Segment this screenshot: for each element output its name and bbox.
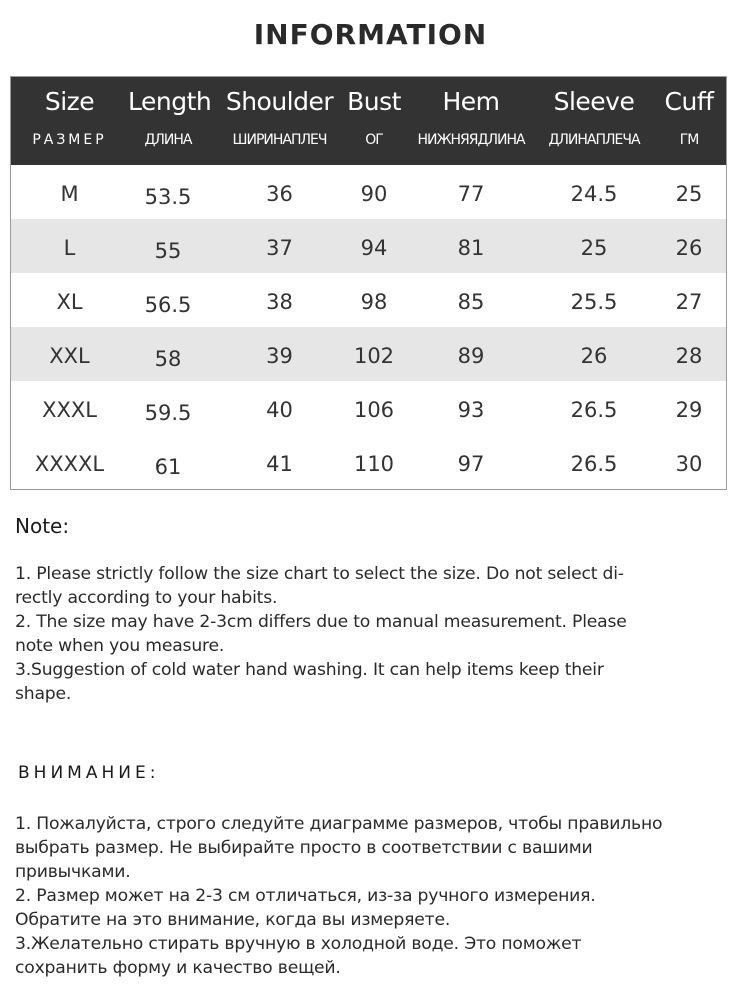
note-line: 3.Suggestion of cold water hand washing. It can help items keep their xyxy=(15,660,604,680)
note-line: note when you measure. xyxy=(15,636,225,656)
header-hem xyxy=(411,77,531,165)
header-shoulder xyxy=(223,77,336,165)
cuff-cell: 30 xyxy=(675,452,703,476)
table-row xyxy=(11,219,726,273)
header-label-ru: РАЗМЕР xyxy=(32,132,107,148)
table-row xyxy=(11,381,726,435)
cuff-cell: 26 xyxy=(675,236,703,260)
table-row xyxy=(11,273,726,327)
length-cell: 53.5 xyxy=(144,185,192,209)
shoulder-cell: 40 xyxy=(266,398,293,422)
sleeve-cell: 25 xyxy=(580,236,608,260)
hem-cell: 93 xyxy=(457,398,485,422)
hem-cell: 89 xyxy=(457,344,485,368)
header-sleeve xyxy=(543,77,645,165)
length-cell: 55 xyxy=(154,239,182,263)
length-cell: 61 xyxy=(154,455,182,479)
sleeve-cell: 26.5 xyxy=(570,452,618,476)
header-cuff xyxy=(652,77,726,165)
bust-cell: 102 xyxy=(353,344,395,368)
header-label-ru: ГМ xyxy=(679,132,699,148)
note-line: 2. The size may have 2-3cm differs due to manual measurement. Please xyxy=(15,612,627,632)
note-line-ru: 3.Желательно стирать вручную в холодной воде. Это поможет xyxy=(15,934,582,954)
note-line: rectly according to your habits. xyxy=(15,588,278,608)
note-heading-ru: ВНИМАНИЕ: xyxy=(18,763,160,783)
cuff-cell: 29 xyxy=(675,398,703,422)
header-label-ru: ШИРИНАПЛЕЧ xyxy=(232,132,327,148)
header-label-en: Size xyxy=(44,87,95,116)
size-cell: M xyxy=(60,182,79,206)
hem-cell: 77 xyxy=(457,182,485,206)
note-line-ru: 1. Пожалуйста, строго следуйте диаграмме размеров, чтобы правильно xyxy=(15,814,663,834)
note-line: shape. xyxy=(15,684,72,704)
cuff-cell: 28 xyxy=(675,344,703,368)
table-row xyxy=(11,165,726,219)
size-cell: XXL xyxy=(49,344,90,368)
shoulder-cell: 41 xyxy=(266,452,293,476)
hem-cell: 81 xyxy=(457,236,485,260)
sleeve-cell: 24.5 xyxy=(570,182,618,206)
header-size xyxy=(11,77,128,165)
length-cell: 58 xyxy=(154,347,182,371)
header-label-en: Sleeve xyxy=(553,87,635,116)
sleeve-cell: 26.5 xyxy=(570,398,618,422)
shoulder-cell: 38 xyxy=(266,290,293,314)
size-chart-table xyxy=(10,76,727,490)
note-heading: Note: xyxy=(15,514,70,538)
shoulder-cell: 39 xyxy=(266,344,293,368)
sleeve-cell: 26 xyxy=(580,344,608,368)
size-cell: L xyxy=(63,236,76,260)
table-header xyxy=(11,77,726,165)
cuff-cell: 27 xyxy=(675,290,703,314)
length-cell: 56.5 xyxy=(144,293,192,317)
length-cell: 59.5 xyxy=(144,401,192,425)
size-cell: XXXL xyxy=(42,398,97,422)
note-line-ru: 2. Размер может на 2-3 см отличаться, из-за ручного измерения. xyxy=(15,886,596,906)
header-length xyxy=(128,77,212,165)
header-bust xyxy=(337,77,411,165)
hem-cell: 97 xyxy=(457,452,485,476)
header-label-en: Cuff xyxy=(664,87,714,116)
note-line: 1. Please strictly follow the size chart to select the size. Do not select di- xyxy=(15,564,624,584)
header-label-ru: ДЛИНАПЛЕЧА xyxy=(548,132,640,148)
bust-cell: 90 xyxy=(360,182,388,206)
header-label-en: Bust xyxy=(347,87,401,116)
header-label-ru: ОГ xyxy=(365,132,383,148)
note-line-ru: выбрать размер. Не выбирайте просто в соответствии с вашими xyxy=(15,838,593,858)
header-label-en: Hem xyxy=(442,87,500,116)
table-row xyxy=(11,327,726,381)
header-label-en: Shoulder xyxy=(225,87,334,116)
table-row xyxy=(11,435,726,489)
bust-cell: 98 xyxy=(360,290,388,314)
header-label-ru: ДЛИНА xyxy=(144,132,192,148)
bust-cell: 106 xyxy=(353,398,395,422)
shoulder-cell: 36 xyxy=(266,182,293,206)
note-line-ru: Обратите на это внимание, когда вы измеряете. xyxy=(15,910,451,930)
header-label-ru: НИЖНЯЯДЛИНА xyxy=(417,132,525,148)
note-line-ru: сохранить форму и качество вещей. xyxy=(15,958,341,978)
hem-cell: 85 xyxy=(457,290,485,314)
size-cell: XXXXL xyxy=(34,452,105,476)
size-cell: XL xyxy=(56,290,83,314)
sleeve-cell: 25.5 xyxy=(570,290,618,314)
bust-cell: 110 xyxy=(353,452,395,476)
note-line-ru: привычками. xyxy=(15,862,131,882)
bust-cell: 94 xyxy=(360,236,388,260)
header-label-en: Length xyxy=(128,87,212,116)
shoulder-cell: 37 xyxy=(266,236,293,260)
page-title: INFORMATION xyxy=(253,18,488,51)
cuff-cell: 25 xyxy=(675,182,703,206)
